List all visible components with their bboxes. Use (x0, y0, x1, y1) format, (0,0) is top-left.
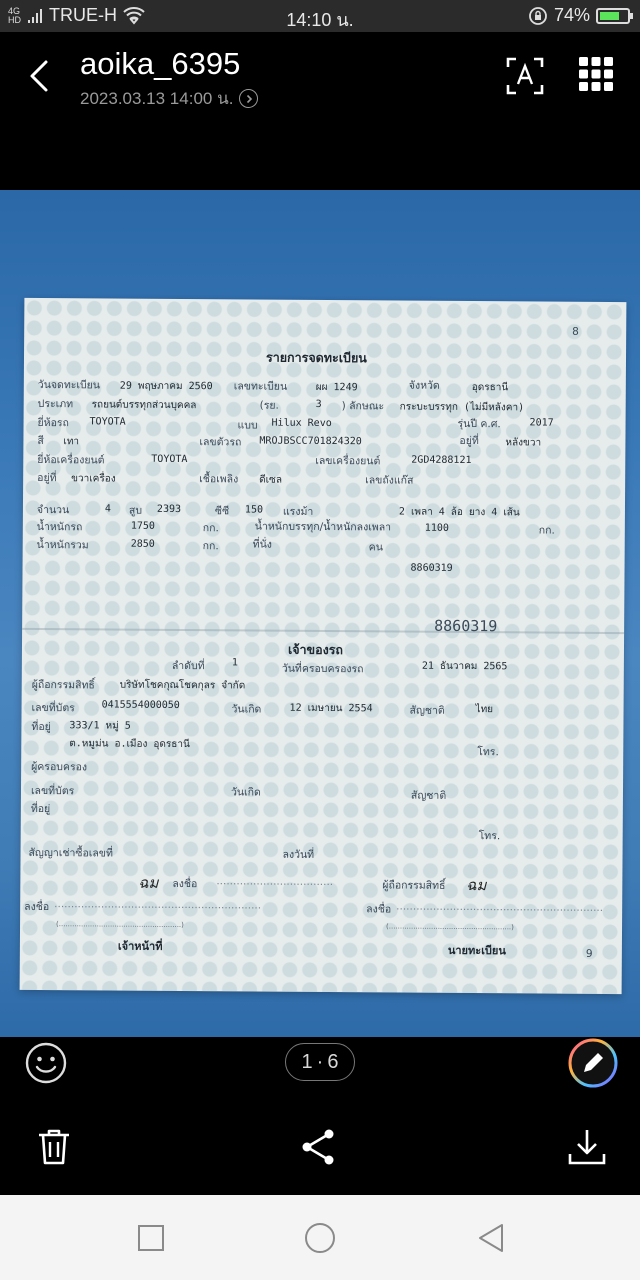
label-at1: อยู่ที่ (459, 434, 479, 448)
share-icon[interactable] (299, 1127, 339, 1167)
label-id-2: เลขที่บัตร (30, 784, 75, 798)
label-at2: อยู่ที่ (37, 472, 57, 485)
body-style: กระบะบรรทุก (ไม่มีหลังคา) (399, 401, 525, 414)
dotted-line: ................................... (216, 875, 334, 889)
label-person: คน (368, 541, 383, 554)
rs-code: 3 (315, 398, 322, 410)
label-sign-right: ลงชื่อ (366, 903, 392, 916)
fuel: ดีเซล (259, 474, 283, 486)
label-holder: ผู้ครอบครอง (31, 760, 88, 774)
official-right: นายทะเบียน (447, 943, 506, 958)
label-birth: วันเกิด (231, 703, 262, 716)
label-tel-2: โทร. (478, 830, 501, 843)
page-indicator[interactable] (285, 1043, 355, 1081)
engine-location: ขวาเครื่อง (71, 473, 116, 485)
label-possess-date: วันที่ครอบครองรถ (281, 662, 364, 676)
action-bar (0, 1097, 640, 1195)
label-seat: ที่นั่ง (252, 538, 272, 551)
trash-icon[interactable] (34, 1127, 74, 1167)
sign-line-right: .............................................................. (396, 900, 604, 914)
label-cc: ซีซี (214, 505, 230, 518)
plate: ผผ 1249 (315, 381, 358, 394)
address-line1: 333/1 หมู่ 5 (69, 720, 131, 732)
brand: TOYOTA (89, 416, 126, 428)
network-subtype: HD (8, 14, 21, 25)
label-owner-sign: ผู้ถือกรรมสิทธิ์ (382, 879, 446, 892)
owner-id: 0415554000050 (101, 699, 180, 712)
status-right (528, 5, 630, 26)
label-signed: ลงชื่อ (172, 877, 198, 891)
document-fold (22, 628, 624, 634)
label-type: ประเภท (37, 398, 74, 411)
rotation-lock-icon (528, 6, 548, 26)
signature-right: ฉม (466, 876, 487, 895)
color: เทา (63, 436, 80, 448)
registration-document (20, 298, 627, 994)
label-id: เลขที่บัตร (31, 701, 75, 715)
province: อุดรธานี (471, 382, 509, 394)
cylinder: 2393 (156, 503, 182, 516)
label-contract: สัญญาเช่าซื้อเลขที่ (28, 846, 113, 860)
label-load: น้ำหนักบรรทุก/น้ำหนักลงเพลา (254, 520, 392, 534)
label-engine-brand: ยี่ห้อเครื่องยนต์ (37, 454, 105, 467)
label-nationality-2: สัญชาติ (410, 789, 447, 802)
back-triangle-icon[interactable] (474, 1221, 508, 1255)
vin: MROJBSCC701824320 (259, 435, 362, 448)
battery-percent: 74% (553, 5, 590, 25)
page-total: 6 (327, 1050, 339, 1073)
address-line2: ต.หมูม่น อ.เมือง อุดรธานี (69, 738, 190, 751)
chevron-right-icon (239, 89, 258, 108)
label-rs: (รย. (259, 399, 279, 412)
back-arrow-icon[interactable] (22, 56, 58, 96)
smiley-icon[interactable] (24, 1041, 68, 1085)
engine-number: 2GD4288121 (411, 454, 472, 467)
battery-fill (600, 12, 619, 20)
network-type: 4G (8, 5, 21, 16)
page-number-bottom: 9 (585, 947, 593, 960)
unit-kg-2: กก. (538, 524, 555, 537)
sign-line-left: .............................................................. (54, 898, 262, 912)
cc: 150 (244, 504, 264, 516)
label-province: จังหวัด (408, 379, 440, 392)
vehicle-weight: 1750 (130, 520, 155, 532)
photo-date-text: 2023.03.13 14:00 น. (80, 89, 234, 108)
page-current: 1 (301, 1050, 313, 1073)
recents-square-icon[interactable] (134, 1221, 168, 1255)
vehicle-type: รถยนต์บรรทุกส่วนบุคคล (91, 399, 197, 412)
official-title-right: (.......................................................) (386, 922, 514, 932)
possess-date: 21 ธันวาคม 2565 (421, 660, 508, 673)
grid-view-icon[interactable] (578, 56, 614, 92)
page-number-top: 8 (572, 325, 579, 338)
official-title-left: (.......................................................) (56, 920, 184, 930)
label-model: แบบ (237, 419, 258, 432)
vin-location: หลังขวา (505, 437, 542, 449)
owner-heading: เจ้าของรถ (287, 641, 344, 658)
carrier-name: TRUE-H (49, 5, 117, 25)
load: 1100 (424, 522, 449, 534)
axle-wheel-tire: 2 เพลา 4 ล้อ ยาง 4 เส้น (398, 506, 520, 519)
label-order: ลำดับที่ (171, 659, 205, 673)
battery-icon (596, 8, 630, 24)
photo-viewport[interactable] (0, 190, 640, 1037)
model-year: 2017 (529, 417, 554, 429)
label-count: จำนวน (36, 503, 70, 517)
label-gas-tank: เลขถังแก๊ส (365, 474, 414, 487)
label-tel: โทร. (477, 746, 499, 759)
label-plate: เลขทะเบียน (233, 380, 288, 393)
label-sign-date: ลงวันที่ (282, 848, 315, 861)
label-brand: ยี่ห้อรถ (37, 417, 69, 430)
total-weight: 2850 (130, 538, 155, 550)
home-circle-icon[interactable] (303, 1221, 337, 1255)
label-total-weight: น้ำหนักรวม (36, 538, 89, 552)
label-birth-2: วันเกิด (230, 786, 261, 799)
reg-date: 29 พฤษภาคม 2560 (119, 380, 213, 393)
text-scan-icon[interactable] (505, 56, 545, 96)
signature-left: ฉม (138, 873, 159, 892)
label-sign-left: ลงชื่อ (24, 900, 50, 914)
unit-kg-3: กก. (202, 540, 219, 553)
page-separator: · (316, 1050, 324, 1073)
label-reg-date: วันจดทะเบียน (37, 379, 101, 392)
document-heading: รายการจดทะเบียน (265, 349, 367, 366)
unit-kg-1: กก. (202, 522, 219, 535)
owner-name: บริษัทโชคกุณโชคกุลร จำกัด (119, 679, 246, 692)
label-year: รุ่นปี ค.ศ. (457, 417, 501, 431)
label-nationality: สัญชาติ (409, 704, 445, 717)
birth-date: 12 เมษายน 2554 (289, 702, 373, 715)
label-engine-no: เลขเครื่องยนต์ (315, 454, 381, 468)
label-owner: ผู้ถือกรรมสิทธิ์ (31, 678, 95, 692)
order-number: 1 (231, 657, 238, 669)
label-color: สี (37, 435, 44, 448)
label-weight: น้ำหนักรถ (36, 520, 83, 534)
label-cylinder: สูบ (128, 504, 143, 517)
system-nav-bar (0, 1195, 640, 1280)
serial-number: 8860319 (410, 562, 453, 574)
viewer-header (0, 32, 640, 142)
photo-date[interactable] (80, 85, 258, 112)
download-icon[interactable] (567, 1127, 607, 1167)
label-address: ที่อยู่ (31, 720, 51, 734)
official-left: เจ้าหน้าที่ (117, 939, 163, 953)
engine-brand: TOYOTA (151, 453, 188, 466)
edit-pencil-icon[interactable] (567, 1037, 619, 1089)
nationality: ไทย (475, 704, 494, 716)
clock: 14:10 น. (286, 10, 354, 30)
serial-stamp: 8860319 (434, 616, 498, 636)
count: 4 (104, 503, 112, 515)
label-fuel: เชื้อเพลิง (199, 473, 239, 486)
model: Hilux Revo (271, 417, 332, 430)
label-style: ) ลักษณะ (341, 400, 385, 413)
viewer-toolbar (0, 1037, 640, 1097)
label-horsepower: แรงม้า (282, 505, 314, 518)
label-vin: เลขตัวรถ (199, 436, 242, 449)
label-address-2: ที่อยู่ (30, 802, 51, 816)
page-title: aoika_6395 (80, 46, 241, 81)
status-bar (0, 0, 640, 32)
